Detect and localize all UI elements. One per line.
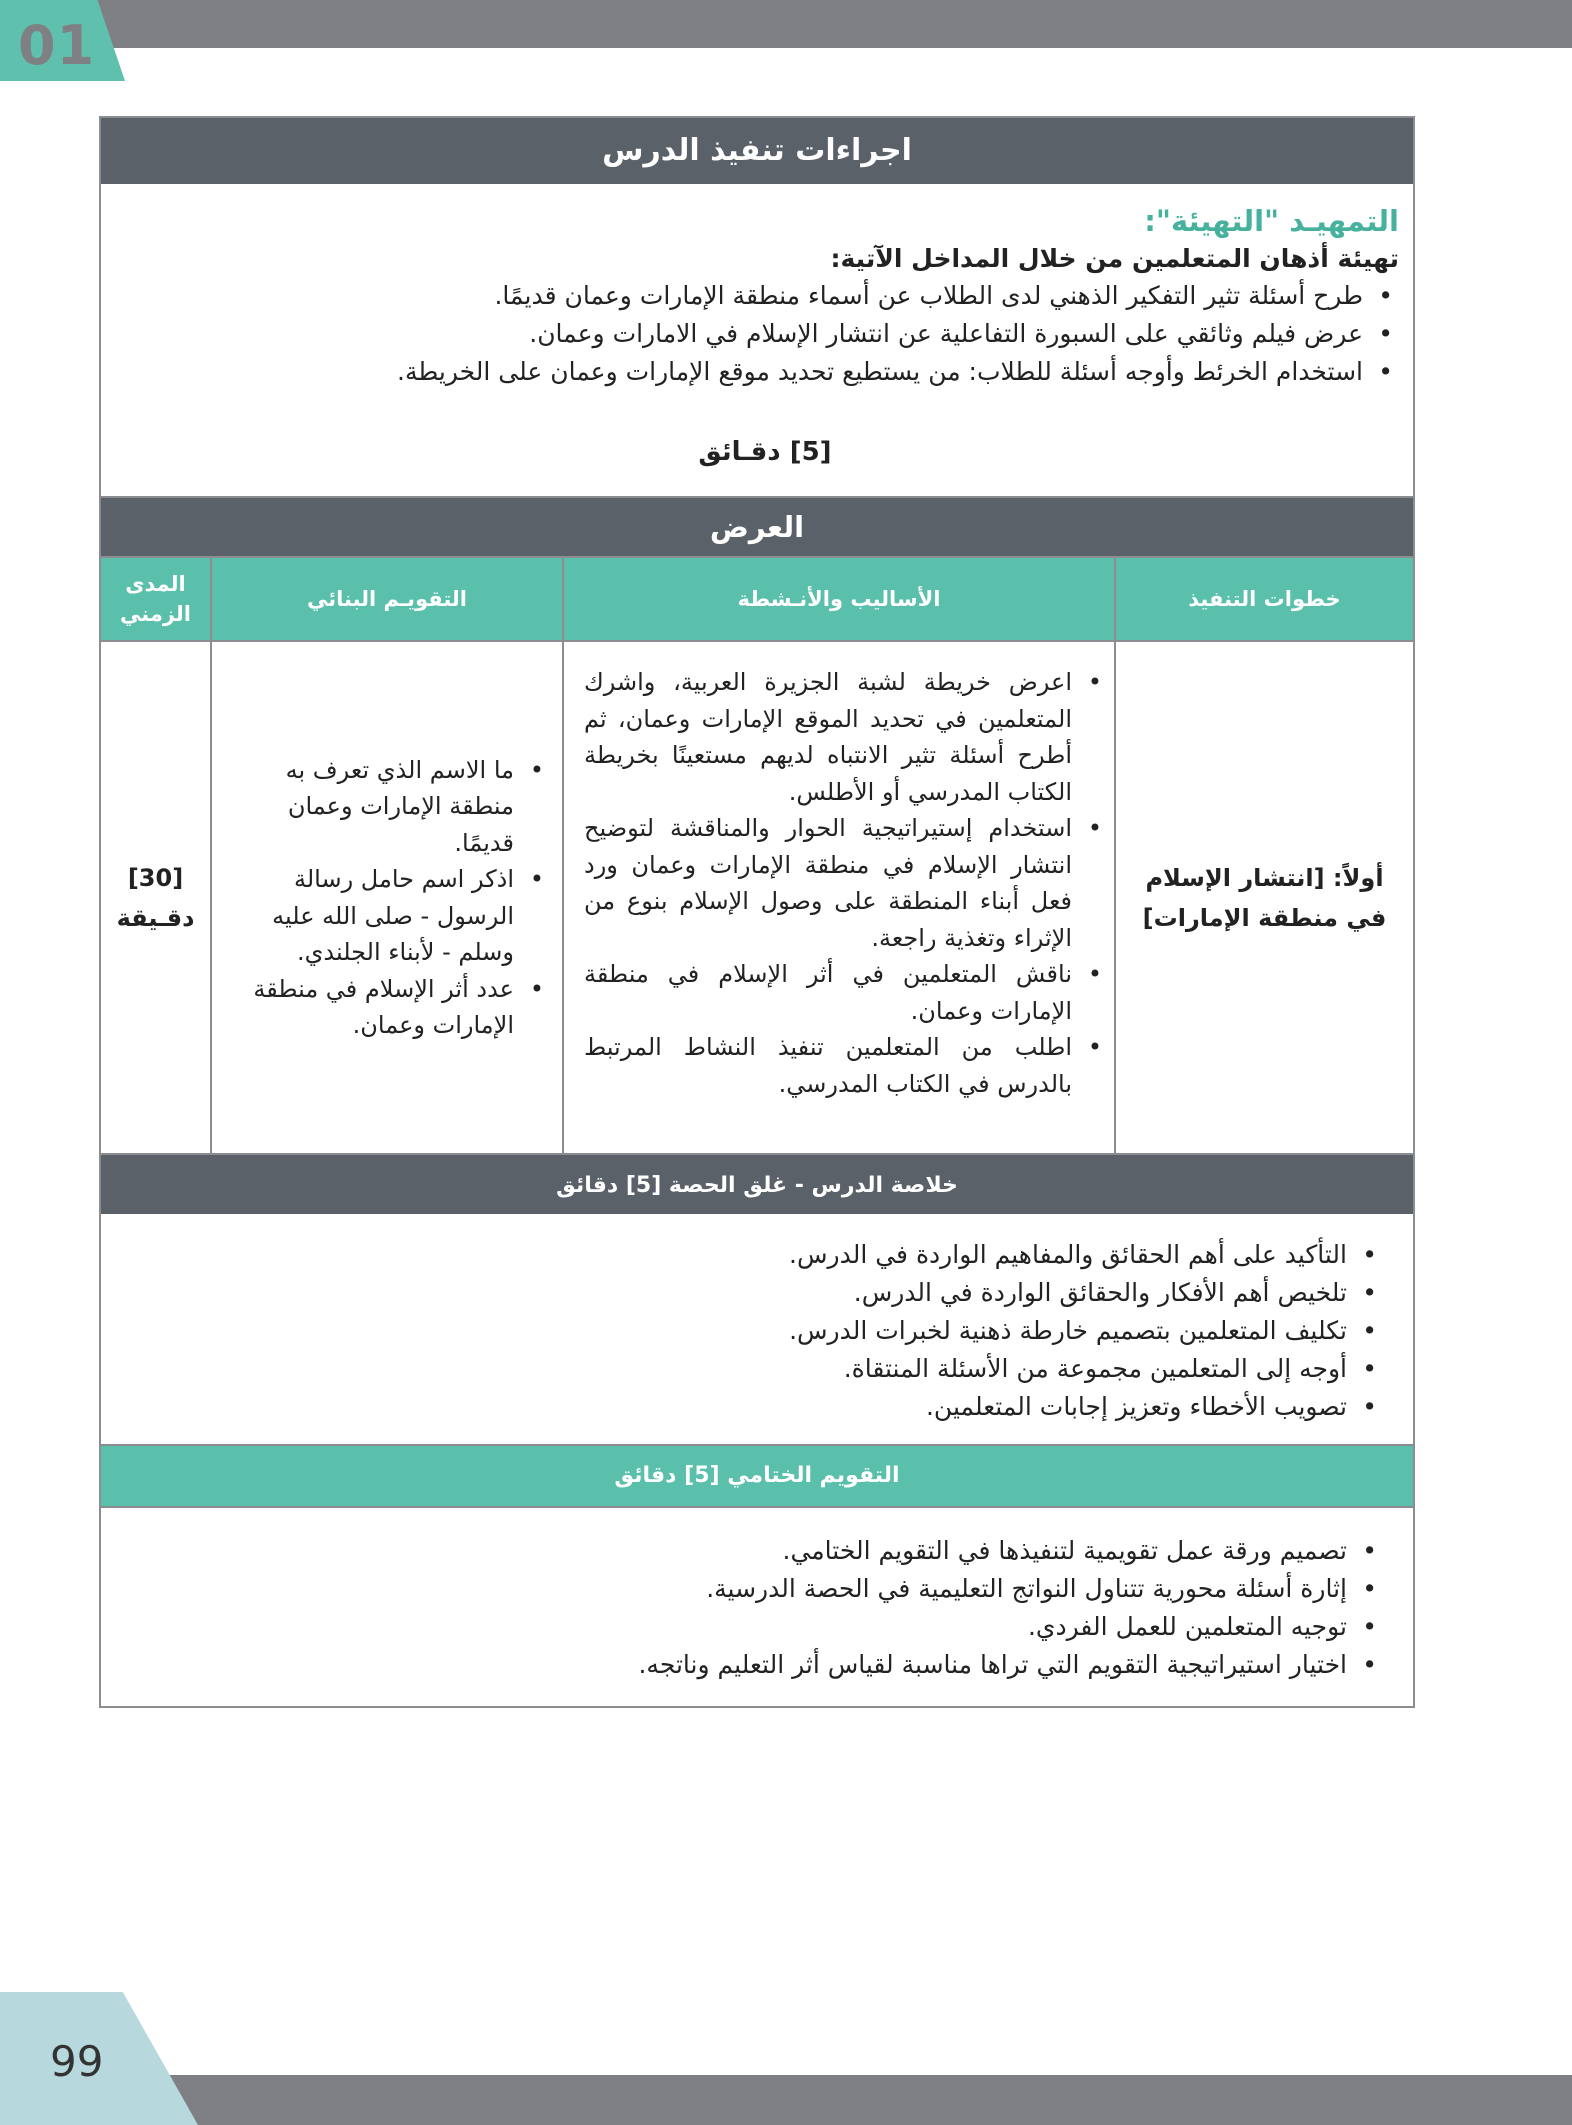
list-item: • توجيه المتعلمين للعمل الفردي. bbox=[131, 1608, 1383, 1646]
list-item: • اذكر اسم حامل رسالة الرسول - صلى الله عليه وسلم - لأبناء الجلندي. bbox=[232, 861, 550, 971]
final-evaluation-section bbox=[101, 1506, 1413, 1684]
list-item: • ما الاسم الذي تعرف به منطقة الإمارات وعمان قديمًا. bbox=[232, 752, 550, 862]
intro-subheading: تهيئة أذهان المتعلمين من خلال المداخل الآتية: bbox=[830, 244, 1399, 273]
bottom-bar bbox=[0, 2075, 1572, 2125]
list-item: • استخدام إستيراتيجية الحوار والمناقشة لتوضيح انتشار الإسلام في منطقة الإمارات وعمان ورد فعل أبناء المنطقة على وصول الإسلام بنوع من الإثراء وتغذية راجعة. bbox=[584, 810, 1108, 956]
summary-section bbox=[101, 1214, 1413, 1446]
step-cell: أولاً: [انتشار الإسلام في منطقة الإمارات] bbox=[1115, 641, 1413, 1153]
list-item: • طرح أسئلة تثير التفكير الذهني لدى الطلاب عن أسماء منطقة الإمارات وعمان قديمًا. bbox=[131, 277, 1399, 315]
list-item: • تلخيص أهم الأفكار والحقائق الواردة في الدرس. bbox=[131, 1274, 1383, 1312]
summary-heading: خلاصة الدرس - غلق الحصة [5] دقائق bbox=[101, 1153, 1413, 1214]
activities-cell bbox=[563, 641, 1115, 1153]
list-item: • تصويب الأخطاء وتعزيز إجابات المتعلمين. bbox=[131, 1388, 1383, 1426]
page-title: اجراءات تنفيذ الدرس bbox=[101, 118, 1413, 184]
lesson-procedures-sheet bbox=[99, 116, 1415, 1708]
list-item: • اطلب من المتعلمين تنفيذ النشاط المرتبط بالدرس في الكتاب المدرسي. bbox=[584, 1029, 1108, 1102]
list-item: • التأكيد على أهم الحقائق والمفاهيم الواردة في الدرس. bbox=[131, 1236, 1383, 1274]
final-evaluation-heading: التقويم الختامي [5] دقائق bbox=[101, 1446, 1413, 1506]
page-number: 99 bbox=[50, 2037, 104, 2086]
list-item: • استخدام الخرئط وأوجه أسئلة للطلاب: من يستطيع تحديد موقع الإمارات وعمان على الخريطة. bbox=[131, 353, 1399, 391]
list-item: • اعرض خريطة لشبة الجزيرة العربية، واشرك المتعلمين في تحديد الموقع الإمارات وعمان، ثم أطرح أسئلة تثير الانتباه لديهم مستعينًا بخريطة الكتاب المدرسي أو الأطلس. bbox=[584, 664, 1108, 810]
column-activities: الأساليب والأنـشطة bbox=[563, 557, 1115, 641]
list-item: • عرض فيلم وثائقي على السبورة التفاعلية عن انتشار الإسلام في الامارات وعمان. bbox=[131, 315, 1399, 353]
column-formative: التقويـم البنائي bbox=[211, 557, 563, 641]
list-item: • تكليف المتعلمين بتصميم خارطة ذهنية لخبرات الدرس. bbox=[131, 1312, 1383, 1350]
list-item: • أوجه إلى المتعلمين مجموعة من الأسئلة المنتقاة. bbox=[131, 1350, 1383, 1388]
intro-list bbox=[131, 277, 1399, 391]
presentation-table bbox=[101, 556, 1413, 1153]
intro-heading: التمهيـد "التهيئة": bbox=[1144, 204, 1399, 238]
duration-unit: دقـيقة bbox=[116, 903, 195, 932]
unit-number: 01 bbox=[18, 14, 96, 77]
duration-cell bbox=[101, 641, 211, 1153]
intro-duration: [5] دقـائق bbox=[698, 437, 832, 467]
top-bar bbox=[0, 0, 1572, 48]
table-header-row bbox=[101, 557, 1413, 641]
list-item: • تصميم ورقة عمل تقويمية لتنفيذها في التقويم الختامي. bbox=[131, 1532, 1383, 1570]
list-item: • ناقش المتعلمين في أثر الإسلام في منطقة الإمارات وعمان. bbox=[584, 956, 1108, 1029]
intro-section bbox=[101, 184, 1413, 498]
column-steps: خطوات التنفيذ bbox=[1115, 557, 1413, 641]
duration-value: [30] bbox=[127, 863, 184, 892]
column-duration: المدى الزمني bbox=[101, 557, 211, 641]
list-item: • عدد أثر الإسلام في منطقة الإمارات وعمان. bbox=[232, 971, 550, 1044]
formative-cell bbox=[211, 641, 563, 1153]
list-item: • إثارة أسئلة محورية تتناول النواتج التعليمية في الحصة الدرسية. bbox=[131, 1570, 1383, 1608]
list-item: • اختيار استيراتيجية التقويم التي تراها مناسبة لقياس أثر التعليم وناتجه. bbox=[131, 1646, 1383, 1684]
table-row bbox=[101, 641, 1413, 1153]
presentation-heading: العرض bbox=[101, 498, 1413, 556]
